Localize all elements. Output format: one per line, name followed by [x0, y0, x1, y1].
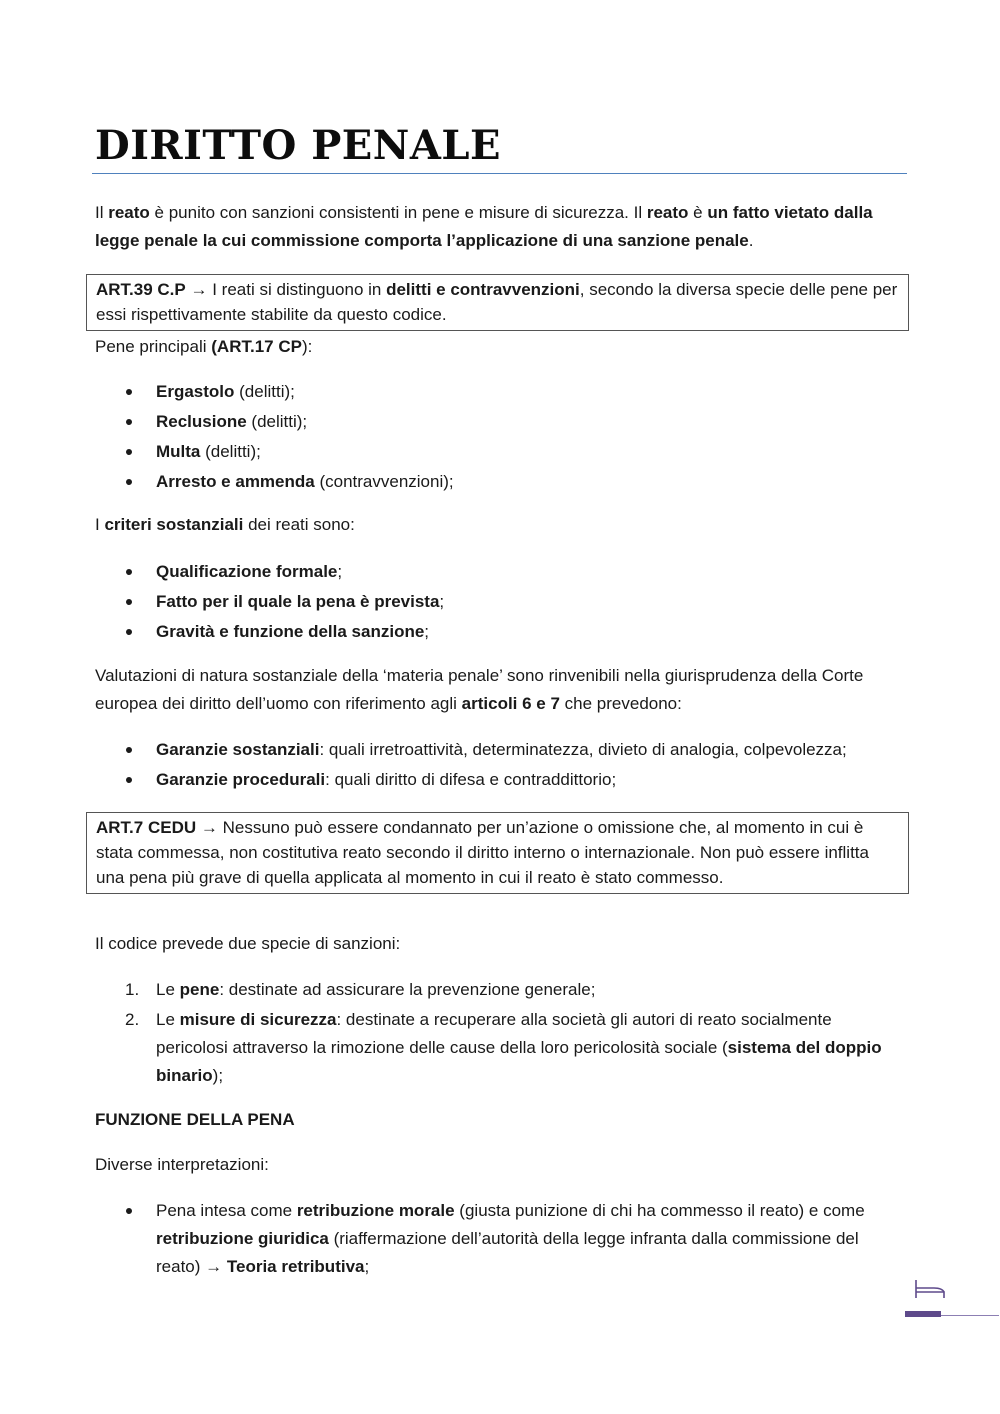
intro-text: . [748, 231, 754, 250]
item-text: : destinate ad assicurare la prevenzione generale; [219, 980, 596, 999]
article-box-art7 [86, 812, 909, 894]
sanzioni-intro: Il codice prevede due specie di sanzioni: [95, 934, 401, 953]
list-item [0, 617, 916, 647]
criteri-list [0, 557, 916, 647]
intro-text: Il [95, 203, 109, 222]
list-item [0, 1197, 896, 1281]
criteri-bold: criteri sostanziali [104, 515, 244, 534]
list-item [0, 1006, 896, 1090]
list-number: 1. [125, 980, 140, 999]
list-item [0, 437, 916, 467]
item-bold: Fatto per il quale la pena è prevista [156, 592, 440, 611]
list-item [0, 557, 916, 587]
item-text: ; [337, 562, 343, 581]
bullet-icon [126, 747, 132, 753]
article-box-art39 [86, 274, 909, 331]
pene-text: ): [301, 337, 313, 356]
title-underline [92, 173, 907, 174]
bullet-icon [126, 777, 132, 783]
arrow-right-icon: → [205, 1257, 223, 1276]
page-title: DIRITTO PENALE [95, 122, 502, 169]
pene-text: Pene principali [95, 337, 212, 356]
bed-icon [914, 1278, 946, 1300]
article-text: I reati si distinguono in [207, 280, 387, 299]
item-bold: Multa [156, 442, 201, 461]
bullet-icon [126, 599, 132, 605]
sanzioni-list [0, 976, 896, 1090]
item-text: ; [424, 622, 430, 641]
criteri-heading [95, 511, 907, 539]
footer-accent-bar [905, 1311, 941, 1317]
bullet-icon [126, 1208, 132, 1214]
item-bold: Garanzie sostanziali [156, 740, 320, 759]
article-ref: ART.39 C.P [96, 280, 186, 299]
item-text: Pena intesa come [156, 1201, 297, 1220]
intro-bold: un fatto vietato dalla legge penale la cui commissione comporta l’applicazione di una sanzione penale [95, 203, 873, 250]
item-text: (delitti); [246, 412, 308, 431]
item-bold: Ergastolo [156, 382, 235, 401]
item-text: ); [212, 1066, 224, 1085]
intro-bold: reato [646, 203, 689, 222]
item-text: : destinate a recuperare alla società gli autori di reato socialmente pericolosi attraverso la rimozione delle cause della loro pericolosità sociale ( [156, 1010, 832, 1057]
item-text: (contravvenzioni); [314, 472, 454, 491]
article-text: Nessuno può essere condannato per un’azione o omissione che, al momento in cui è stata commessa, non costitutiva reato secondo il diritto interno o internazionale. Non può essere inflitta una pena più grave di quella applicata al momento in cui il reato è stato commesso. [96, 818, 869, 887]
list-item [0, 765, 916, 795]
list-number: 2. [125, 1010, 140, 1029]
item-text: ; [439, 592, 445, 611]
valutazioni-bold: articoli 6 e 7 [461, 694, 560, 713]
list-item [0, 407, 916, 437]
list-item [0, 976, 896, 1004]
list-item [0, 377, 916, 407]
item-bold: Qualificazione formale [156, 562, 338, 581]
item-bold: Gravità e funzione della sanzione [156, 622, 425, 641]
criteri-text: dei reati sono: [243, 515, 355, 534]
bullet-icon [126, 569, 132, 575]
criteri-text: I [95, 515, 105, 534]
footer-line [941, 1315, 999, 1316]
item-bold: retribuzione morale [296, 1201, 455, 1220]
bullet-icon [126, 629, 132, 635]
item-bold: Teoria retributiva [226, 1257, 365, 1276]
item-bold: retribuzione giuridica [156, 1229, 329, 1248]
item-text: (giusta punizione di chi ha commesso il reato) e come [454, 1201, 865, 1220]
bullet-icon [126, 419, 132, 425]
pene-list [0, 377, 916, 497]
pene-bold: (ART.17 CP [211, 337, 302, 356]
bullet-icon [126, 479, 132, 485]
arrow-right-icon: → [190, 280, 208, 299]
item-text: (riaffermazione dell’autorità della legge infranta dalla commissione del reato) [156, 1229, 859, 1276]
item-bold: Reclusione [156, 412, 247, 431]
item-text: (delitti); [234, 382, 295, 401]
item-bold: pene [179, 980, 220, 999]
valutazioni-text: Valutazioni di natura sostanziale della ‘materia penale’ sono rinvenibili nella giurisprudenza della Corte europea dei diritto dell’uomo con riferimento agli [95, 666, 864, 713]
article-bold: delitti e contravvenzioni [386, 280, 580, 299]
item-bold: misure di sicurezza [179, 1010, 337, 1029]
intro-bold: reato [108, 203, 150, 222]
article-text: , secondo la diversa specie delle pene per essi rispettivamente stabilite da questo codice. [96, 280, 898, 324]
article-ref: ART.7 CEDU [96, 818, 197, 837]
funzione-list [0, 1197, 896, 1281]
funzione-intro: Diverse interpretazioni: [95, 1155, 269, 1174]
item-text: : quali diritto di difesa e contraddittorio; [325, 770, 617, 789]
item-bold: Garanzie procedurali [156, 770, 326, 789]
intro-text: è punito con sanzioni consistenti in pene e misure di sicurezza. Il [149, 203, 647, 222]
item-text: (delitti); [200, 442, 261, 461]
valutazioni-paragraph [95, 662, 907, 718]
bullet-icon [126, 449, 132, 455]
item-bold: Arresto e ammenda [156, 472, 315, 491]
item-bold: sistema del doppio binario [156, 1038, 882, 1085]
list-item [0, 587, 916, 617]
garanzie-list [0, 735, 946, 795]
item-text: : quali irretroattività, determinatezza, divieto di analogia, colpevolezza; [319, 740, 847, 759]
intro-text: è [688, 203, 708, 222]
intro-paragraph [95, 199, 907, 255]
section-heading: FUNZIONE DELLA PENA [95, 1110, 295, 1129]
item-text: Le [156, 980, 180, 999]
bullet-icon [126, 389, 132, 395]
list-item [0, 467, 916, 497]
valutazioni-text: che prevedono: [559, 694, 682, 713]
item-text: ; [364, 1257, 370, 1276]
arrow-right-icon: → [200, 818, 218, 837]
list-item [0, 735, 946, 765]
item-text: Le [156, 1010, 180, 1029]
pene-heading [95, 333, 907, 361]
